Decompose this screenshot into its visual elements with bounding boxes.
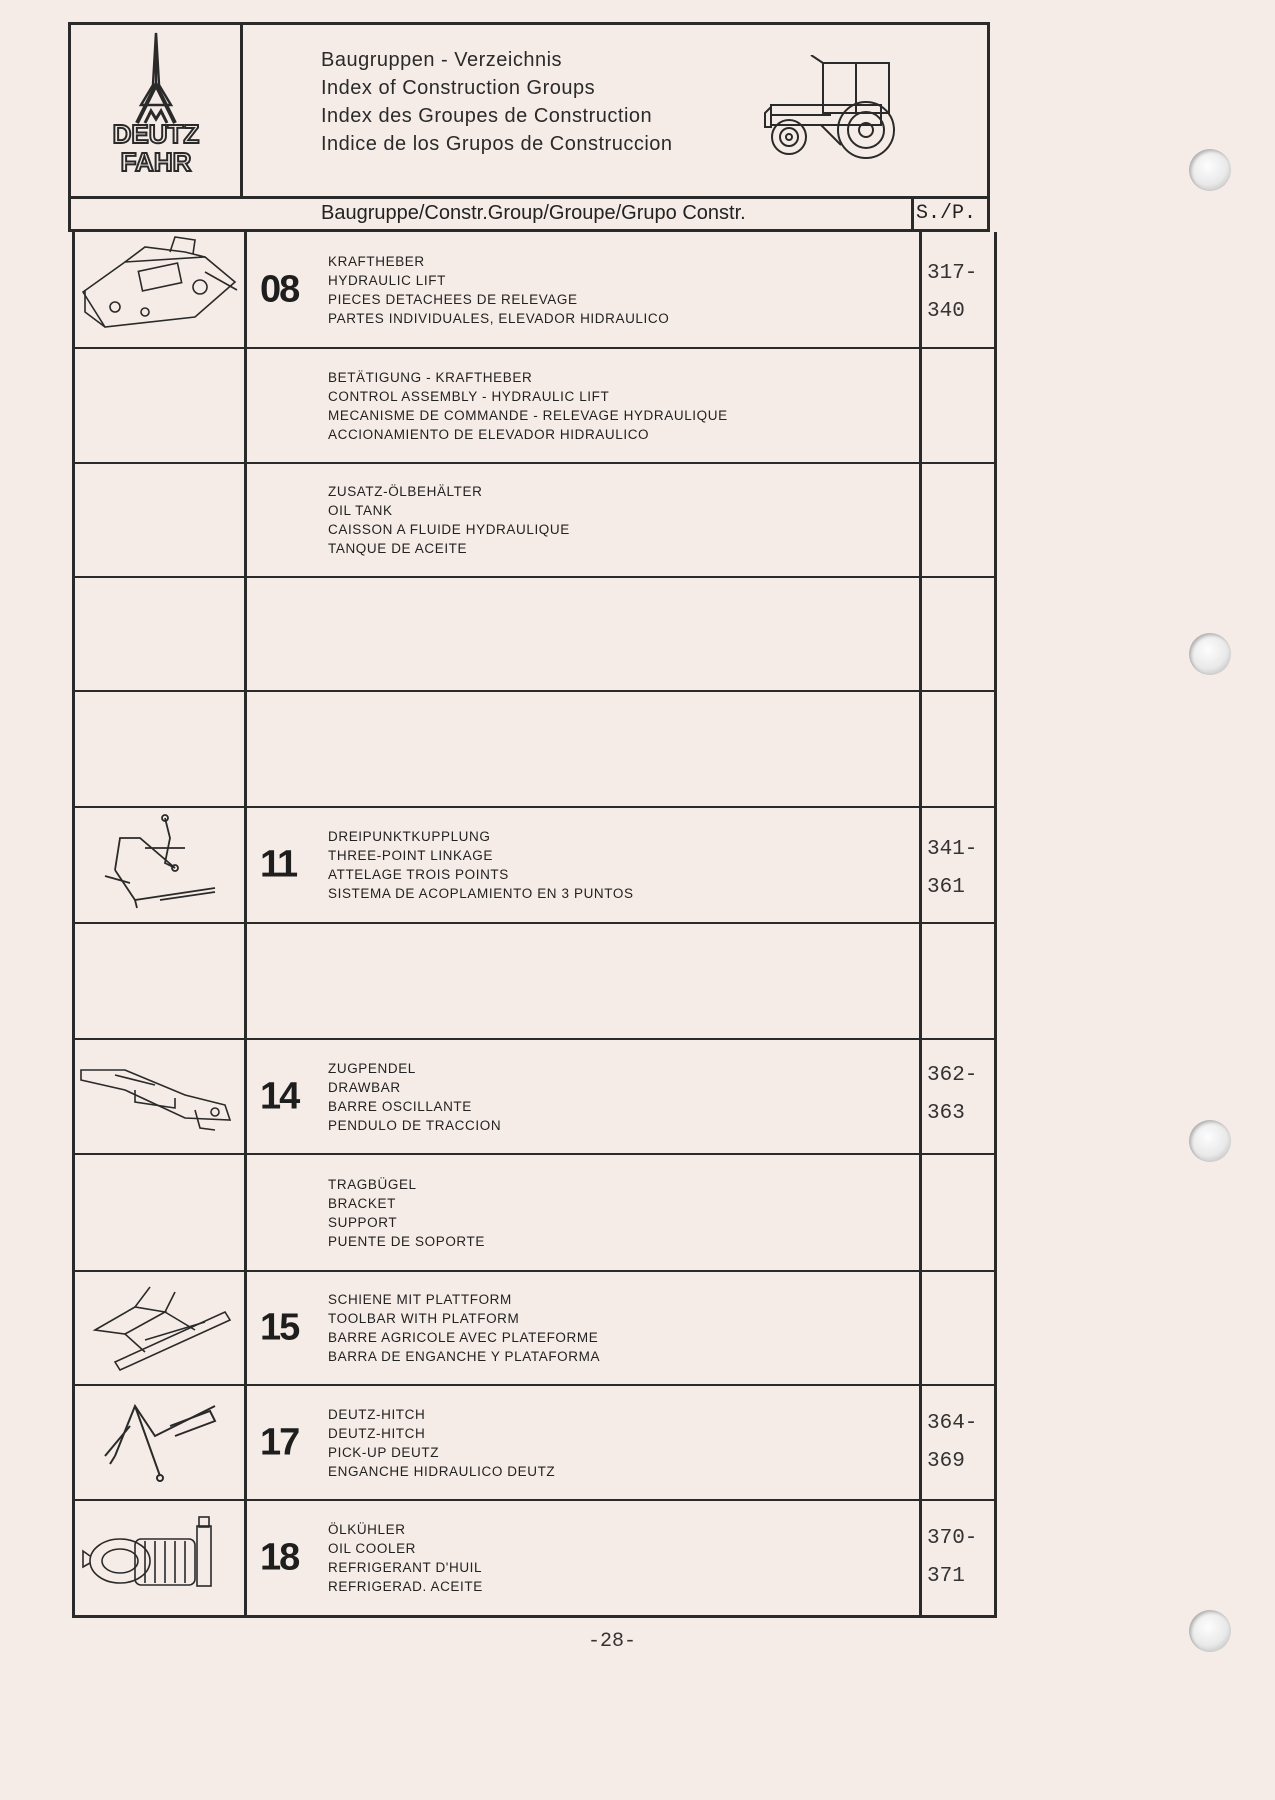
- row-image: [75, 232, 247, 347]
- desc-fr: CAISSON A FLUIDE HYDRAULIQUE: [328, 522, 570, 537]
- hydraulic-lift-drawing-icon: [75, 232, 243, 344]
- desc-en: HYDRAULIC LIFT: [328, 272, 446, 288]
- desc-de: BETÄTIGUNG - KRAFTHEBER: [328, 369, 533, 385]
- desc-de: SCHIENE MIT PLATTFORM: [328, 1292, 512, 1307]
- title-english: Index of Construction Groups: [321, 77, 596, 99]
- deutz-hitch-drawing-icon: [75, 1386, 243, 1498]
- row-image: [75, 1272, 247, 1384]
- page-range-to: 363: [927, 1102, 965, 1125]
- desc-de: ÖLKÜHLER: [328, 1522, 406, 1537]
- desc-en: OIL TANK: [328, 503, 393, 518]
- title-german: Baugruppen - Verzeichnis: [321, 49, 563, 71]
- column-divider: [919, 1386, 922, 1499]
- desc-de: DREIPUNKTKUPPLUNG: [328, 829, 491, 844]
- punch-hole: [1189, 149, 1231, 191]
- group-description: [328, 1272, 600, 1384]
- group-description: [328, 808, 634, 922]
- page-range-from: 317-: [927, 262, 978, 285]
- group-description: [328, 232, 669, 347]
- page-range-from: 341-: [927, 838, 978, 861]
- tractor-icon: [761, 55, 911, 165]
- desc-fr: REFRIGERANT D'HUIL: [328, 1560, 483, 1575]
- desc-es: SISTEMA DE ACOPLAMIENTO EN 3 PUNTOS: [328, 886, 634, 901]
- column-divider: [919, 349, 922, 462]
- toolbar-drawing-icon: [75, 1272, 243, 1384]
- page-range-to: 361: [927, 876, 965, 899]
- desc-es: PENDULO DE TRACCION: [328, 1117, 502, 1133]
- oil-cooler-drawing-icon: [75, 1501, 243, 1613]
- column-divider: [919, 808, 922, 922]
- punch-hole: [1189, 1610, 1231, 1652]
- column-divider: [919, 1501, 922, 1615]
- column-divider: [919, 1040, 922, 1153]
- three-point-linkage-drawing-icon: [75, 808, 243, 922]
- table-row: [75, 1270, 994, 1384]
- page-range-to: 369: [927, 1450, 965, 1473]
- punch-hole: [1189, 633, 1231, 675]
- groups-table: [72, 232, 997, 1618]
- group-number: 14: [260, 1075, 299, 1117]
- desc-de: DEUTZ-HITCH: [328, 1406, 426, 1422]
- desc-fr: BARRE OSCILLANTE: [328, 1098, 472, 1114]
- table-row: [75, 1038, 994, 1153]
- drawbar-drawing-icon: [75, 1040, 243, 1152]
- desc-en: DEUTZ-HITCH: [328, 1425, 426, 1441]
- group-description: [328, 1386, 555, 1499]
- group-number: 08: [260, 268, 299, 310]
- desc-es: ENGANCHE HIDRAULICO DEUTZ: [328, 1463, 556, 1479]
- table-row: [75, 922, 994, 1038]
- column-divider: [919, 464, 922, 576]
- column-divider: [911, 199, 914, 232]
- desc-de: ZUGPENDEL: [328, 1060, 416, 1076]
- column-header-pages: S./P.: [916, 202, 977, 225]
- table-row: [75, 576, 994, 690]
- group-description: [328, 1501, 483, 1615]
- deutz-fahr-logo-icon: [71, 25, 241, 195]
- title-block: [243, 25, 987, 196]
- desc-fr: BARRE AGRICOLE AVEC PLATEFORME: [328, 1330, 599, 1345]
- column-header-row: [71, 196, 987, 229]
- desc-es: TANQUE DE ACEITE: [328, 541, 468, 556]
- row-image: [75, 1386, 247, 1499]
- column-header-group: Baugruppe/Constr.Group/Groupe/Grupo Constr.: [321, 202, 746, 224]
- group-number: 17: [260, 1421, 299, 1463]
- page-range-from: 364-: [927, 1412, 978, 1435]
- page-range-to: 340: [927, 300, 965, 323]
- group-number: 11: [260, 843, 297, 886]
- desc-es: ACCIONAMIENTO DE ELEVADOR HIDRAULICO: [328, 426, 650, 442]
- row-image: [75, 1040, 247, 1153]
- desc-fr: SUPPORT: [328, 1214, 398, 1230]
- desc-en: DRAWBAR: [328, 1079, 401, 1095]
- table-row: [75, 232, 994, 347]
- row-image: [75, 924, 247, 1038]
- desc-en: BRACKET: [328, 1195, 396, 1211]
- table-row: [75, 1153, 994, 1270]
- desc-es: BARRA DE ENGANCHE Y PLATAFORMA: [328, 1349, 601, 1364]
- table-row: [75, 1499, 994, 1615]
- table-row: [75, 462, 994, 576]
- group-number: 15: [260, 1306, 299, 1349]
- row-image: [75, 1155, 247, 1270]
- desc-fr: ATTELAGE TROIS POINTS: [328, 867, 509, 882]
- page-range-from: 370-: [927, 1527, 978, 1550]
- desc-fr: PIECES DETACHEES DE RELEVAGE: [328, 291, 578, 307]
- column-divider: [919, 1155, 922, 1270]
- desc-en: OIL COOLER: [328, 1541, 417, 1556]
- table-row: [75, 1384, 994, 1499]
- column-divider: [919, 924, 922, 1038]
- group-description: [328, 464, 570, 576]
- svg-text:FAHR: FAHR: [120, 147, 192, 177]
- row-image: [75, 692, 247, 806]
- column-divider: [919, 692, 922, 806]
- page-number: -28-: [588, 1630, 637, 1653]
- table-row: [75, 806, 994, 922]
- row-image: [75, 349, 247, 462]
- row-image: [75, 464, 247, 576]
- row-image: [75, 808, 247, 922]
- table-row: [75, 347, 994, 462]
- desc-es: REFRIGERAD. ACEITE: [328, 1579, 483, 1594]
- desc-fr: PICK-UP DEUTZ: [328, 1444, 440, 1460]
- brand-logo: [71, 25, 243, 196]
- column-divider: [919, 578, 922, 690]
- group-number: 18: [260, 1536, 299, 1579]
- column-divider: [919, 232, 922, 347]
- column-divider: [919, 1272, 922, 1384]
- desc-es: PARTES INDIVIDUALES, ELEVADOR HIDRAULICO: [328, 310, 670, 326]
- desc-de: KRAFTHEBER: [328, 253, 425, 269]
- title-spanish: Indice de los Grupos de Construccion: [321, 133, 673, 155]
- page-range-from: 362-: [927, 1064, 978, 1087]
- group-description: [328, 1155, 485, 1270]
- row-image: [75, 578, 247, 690]
- group-description: [328, 1040, 501, 1153]
- header-frame: [68, 22, 990, 232]
- desc-de: ZUSATZ-ÖLBEHÄLTER: [328, 484, 483, 499]
- punch-hole: [1189, 1120, 1231, 1162]
- svg-text:DEUTZ: DEUTZ: [112, 119, 200, 149]
- desc-de: TRAGBÜGEL: [328, 1176, 417, 1192]
- desc-fr: MECANISME DE COMMANDE - RELEVAGE HYDRAULIQUE: [328, 407, 728, 423]
- desc-en: CONTROL ASSEMBLY - HYDRAULIC LIFT: [328, 388, 610, 404]
- row-image: [75, 1501, 247, 1615]
- group-description: [328, 349, 728, 462]
- desc-es: PUENTE DE SOPORTE: [328, 1233, 485, 1249]
- desc-en: THREE-POINT LINKAGE: [328, 848, 493, 863]
- table-row: [75, 690, 994, 806]
- title-french: Index des Groupes de Construction: [321, 105, 653, 127]
- page-range-to: 371: [927, 1565, 965, 1588]
- desc-en: TOOLBAR WITH PLATFORM: [328, 1311, 520, 1326]
